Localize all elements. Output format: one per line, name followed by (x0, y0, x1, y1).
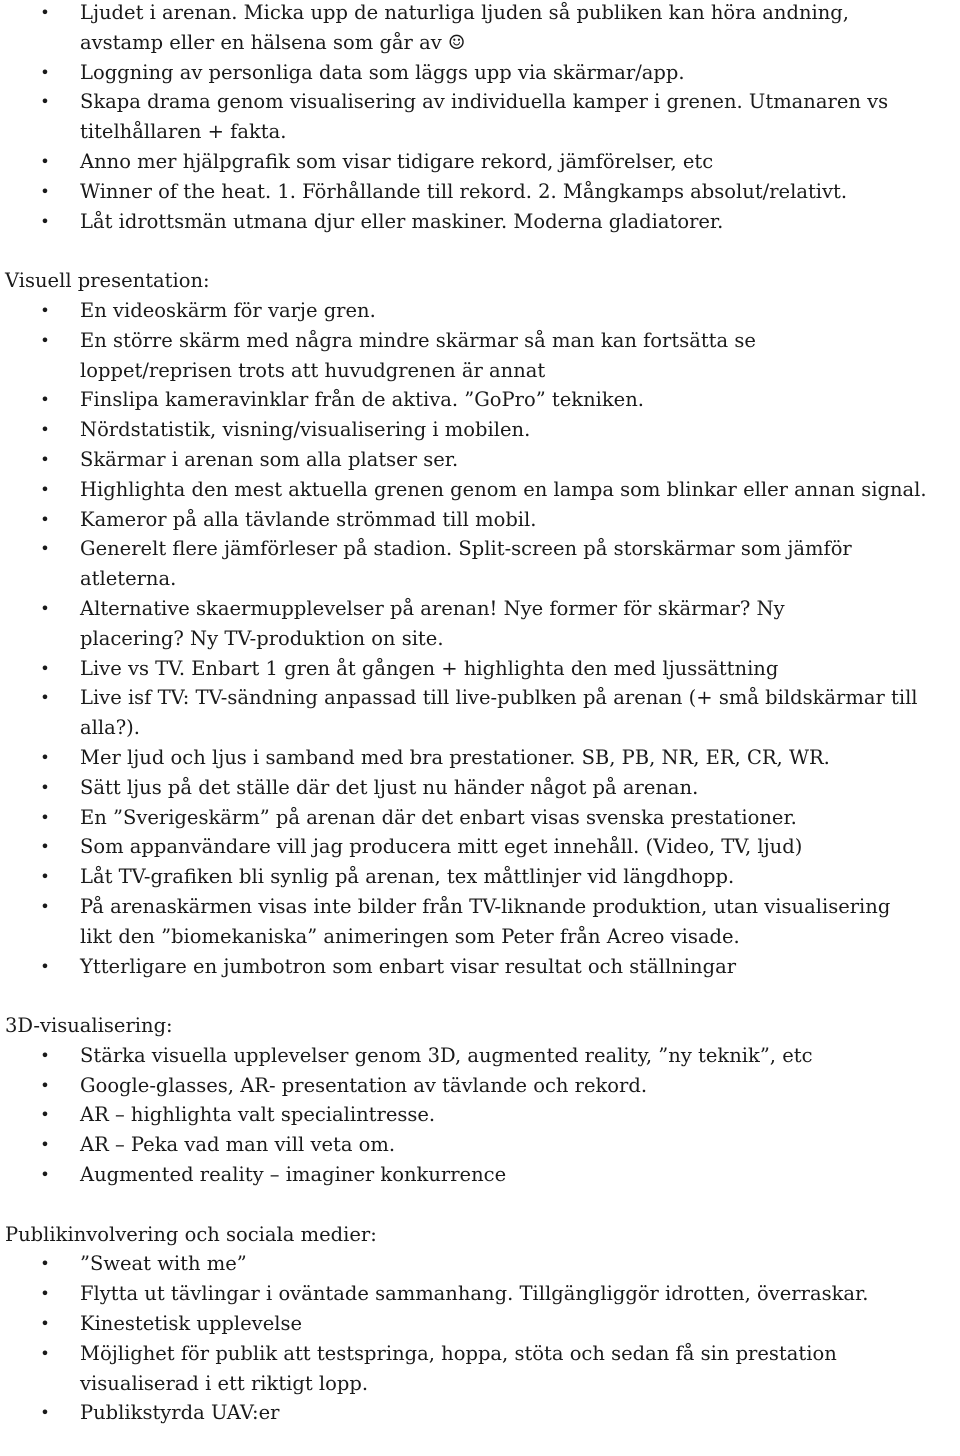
list-item: • Mer ljud och ljus i samband med bra prestationer. SB, PB, NR, ER, CR, WR. (0, 743, 960, 773)
list-item: • En ”Sverigeskärm” på arenan där det enbart visas svenska prestationer. (0, 803, 960, 833)
bullet-icon: • (40, 867, 50, 887)
bullet-icon: • (40, 956, 50, 976)
list-item: • Nördstatistik, visning/visualisering i mobilen. (0, 415, 960, 445)
bullet-icon: • (40, 688, 50, 708)
list-item: • En videoskärm för varje gren. (0, 296, 960, 326)
bullet-icon: • (40, 390, 50, 410)
list-item: • Låt idrottsmän utmana djur eller maskiner. Moderna gladiatorer. (0, 207, 960, 237)
list-item: • Live vs TV. Enbart 1 gren åt gången + highlighta den med ljussättning (0, 654, 960, 684)
section-heading-visuell-presentation: Visuell presentation: (5, 269, 210, 293)
list-item: • Kinestetisk upplevelse (0, 1309, 960, 1339)
bullet-icon: • (40, 181, 50, 201)
bullet-icon: • (40, 1314, 50, 1334)
list-item: • Google-glasses, AR- presentation av tävlande och rekord. (0, 1071, 960, 1101)
list-item: • AR – Peka vad man vill veta om. (0, 1130, 960, 1160)
bullet-icon: • (40, 1135, 50, 1155)
list-item: • Augmented reality – imaginer konkurrence (0, 1160, 960, 1190)
bullet-icon: • (40, 539, 50, 559)
bullet-icon: • (40, 92, 50, 112)
list-item: • Anno mer hjälpgrafik som visar tidigare rekord, jämförelser, etc (0, 147, 960, 177)
list-item: • Kameror på alla tävlande strömmad till mobil. (0, 505, 960, 535)
bullet-icon: • (40, 3, 50, 22)
list-item: • Skapa drama genom visualisering av individuella kamper i grenen. Utmanaren vs titelhållaren + fakta. (0, 87, 960, 147)
list-item: • Alternative skaermupplevelser på arenan! Nye former för skärmar? Ny placering? Ny TV-produktion on site. (0, 594, 960, 654)
list-item: • Skärmar i arenan som alla platser ser. (0, 445, 960, 475)
list-item: • Finslipa kameravinklar från de aktiva. ”GoPro” tekniken. (0, 385, 960, 415)
bullet-icon: • (40, 1075, 50, 1095)
list-item: • Sätt ljus på det ställe där det ljust nu händer något på arenan. (0, 773, 960, 803)
bullet-icon: • (40, 1403, 50, 1423)
list-item: • Live isf TV: TV-sändning anpassad till live-publken på arenan (+ små bildskärmar till alla?). (0, 683, 960, 743)
list-item: • Möjlighet för publik att testspringa, hoppa, stöta och sedan få sin prestation visualiserad i ett riktigt lopp. (0, 1339, 960, 1399)
list-item: • Stärka visuella upplevelser genom 3D, augmented reality, ”ny teknik”, etc (0, 1041, 960, 1071)
list-item: • Flytta ut tävlingar i oväntade sammanhang. Tillgängliggör idrotten, överraskar. (0, 1279, 960, 1309)
bullet-icon: • (40, 151, 50, 171)
bullet-icon: • (40, 1343, 50, 1363)
list-item: • Låt TV-grafiken bli synlig på arenan, tex måttlinjer vid längdhopp. (0, 862, 960, 892)
bullet-icon: • (40, 896, 50, 916)
bullet-icon: • (40, 747, 50, 767)
bullet-icon: • (40, 1284, 50, 1304)
bullet-icon: • (40, 658, 50, 678)
list-item: • På arenaskärmen visas inte bilder från TV-liknande produktion, utan visualisering likt den ”biomekaniska” animeringen som Peter från Acreo visade. (0, 892, 960, 952)
bullet-list-3d-visualisering (0, 1041, 960, 1190)
list-item: • Highlighta den mest aktuella grenen genom en lampa som blinkar eller annan signal. (0, 475, 960, 505)
list-item: • Loggning av personliga data som läggs upp via skärmar/app. (0, 58, 960, 88)
list-item: • ”Sweat with me” (0, 1249, 960, 1279)
bullet-list-intro (0, 0, 960, 236)
list-item: • Winner of the heat. 1. Förhållande till rekord. 2. Mångkamps absolut/relativt. (0, 177, 960, 207)
list-item: • Ljudet i arenan. Micka upp de naturliga ljuden så publiken kan höra andning, avstamp eller en hälsena som går av ☺ (0, 0, 960, 58)
bullet-icon: • (40, 1105, 50, 1125)
bullet-icon: • (40, 62, 50, 82)
list-item: • Publikstyrda UAV:er (0, 1398, 960, 1428)
bullet-icon: • (40, 1045, 50, 1065)
section-heading-3d-visualisering: 3D-visualisering: (5, 1014, 173, 1038)
bullet-icon: • (40, 330, 50, 350)
bullet-list-visuell-presentation (0, 296, 960, 981)
bullet-icon: • (40, 300, 50, 320)
bullet-icon: • (40, 449, 50, 469)
bullet-icon: • (40, 777, 50, 797)
list-item: • Generelt flere jämförleser på stadion. Split-screen på storskärmar som jämför atleterna. (0, 534, 960, 594)
bullet-icon: • (40, 598, 50, 618)
bullet-icon: • (40, 1254, 50, 1274)
bullet-list-publikinvolvering (0, 1249, 960, 1428)
bullet-icon: • (40, 479, 50, 499)
list-item: • En större skärm med några mindre skärmar så man kan fortsätta se loppet/reprisen trots att huvudgrenen är annat (0, 326, 960, 386)
list-item: • AR – highlighta valt specialintresse. (0, 1100, 960, 1130)
bullet-icon: • (40, 807, 50, 827)
bullet-icon: • (40, 837, 50, 857)
section-heading-publikinvolvering: Publikinvolvering och sociala medier: (5, 1222, 377, 1246)
list-item: • Ytterligare en jumbotron som enbart visar resultat och ställningar (0, 952, 960, 982)
bullet-icon: • (40, 509, 50, 529)
bullet-icon: • (40, 211, 50, 231)
list-item: • Som appanvändare vill jag producera mitt eget innehåll. (Video, TV, ljud) (0, 832, 960, 862)
bullet-icon: • (40, 420, 50, 440)
bullet-icon: • (40, 1165, 50, 1185)
